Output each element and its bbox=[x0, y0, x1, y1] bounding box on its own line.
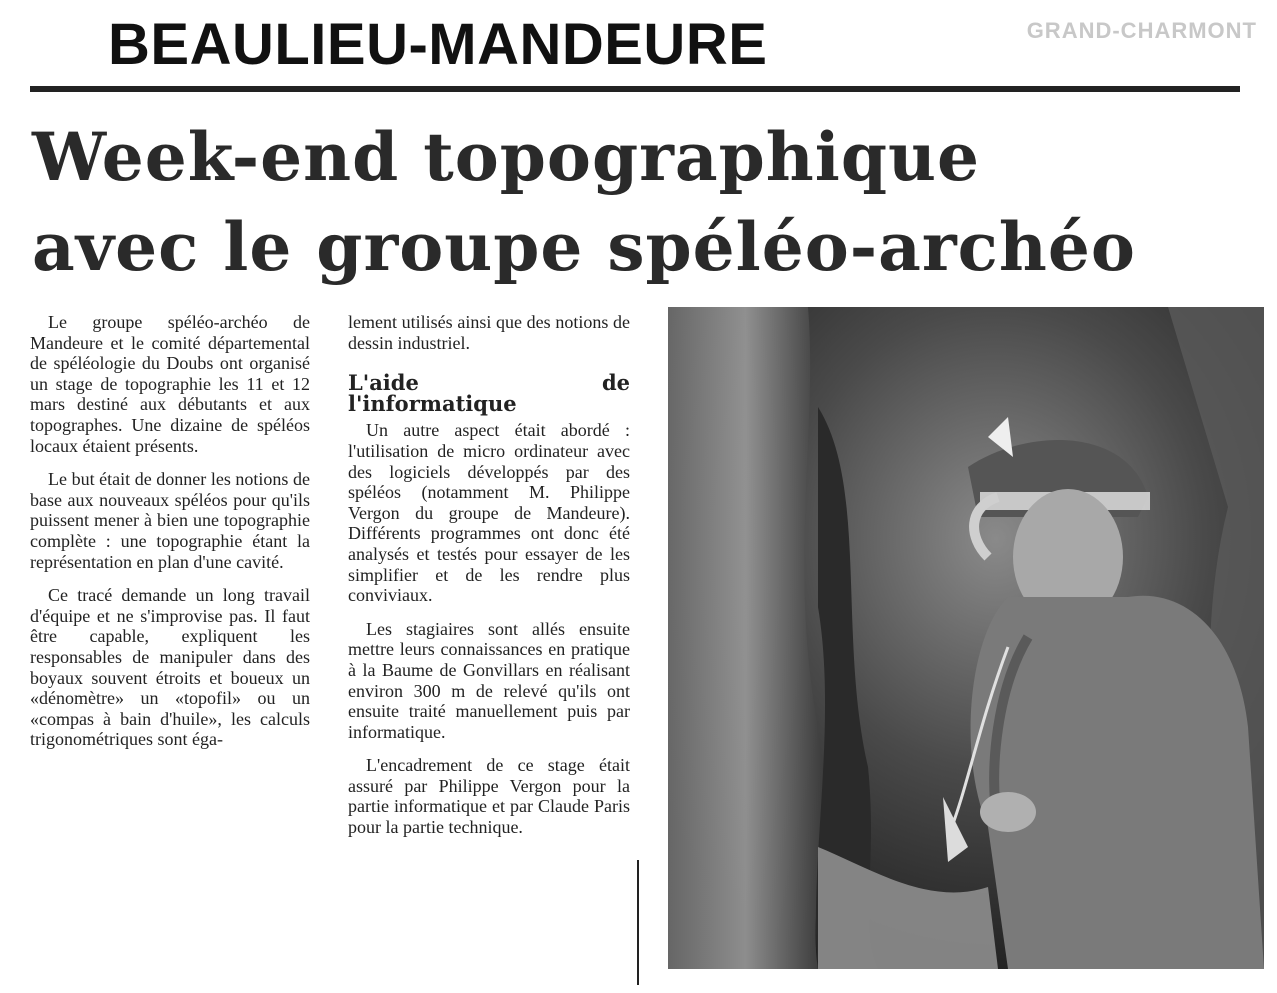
cave-photo-illustration bbox=[668, 307, 1264, 969]
paragraph: Le groupe spéléo-archéo de Mandeure et le comité départemental de spéléologie du Doubs ont organisé un stage de topographie les 11 et 12 mars destiné aux débutants et aux topographes. Une dizaine de spéléos locaux étaient présents. bbox=[30, 312, 310, 456]
subheading: L'aide de l'informatique bbox=[348, 370, 630, 416]
article-column-1 bbox=[30, 312, 310, 763]
paragraph: Le but était de donner les notions de base aux nouveaux spéléos pour qu'ils puissent mener à bien une topographie complète : une topographie étant la représentation en plan d'une cavité. bbox=[30, 469, 310, 572]
article-column-2 bbox=[348, 312, 630, 851]
paragraph: L'encadrement de ce stage était assuré par Philippe Vergon pour la partie informatique et par Claude Paris pour la partie technique. bbox=[348, 755, 630, 838]
column-rule bbox=[637, 860, 639, 985]
ghost-header: GRAND-CHARMONT bbox=[1026, 18, 1257, 43]
cave-photo bbox=[668, 307, 1264, 969]
paragraph: Ce tracé demande un long travail d'équipe et ne s'improvise pas. Il faut être capable, expliquent les responsables de manipuler dans des boyaux souvent étroits et boueux un «dénomètre» un «topofil» ou un «compas à bain d'huile», les calculs trigonométriques sont éga- bbox=[30, 585, 310, 750]
section-title: BEAULIEU-MANDEURE bbox=[108, 10, 781, 80]
headline-line-1: Week-end topographique bbox=[32, 118, 980, 196]
article-headline bbox=[32, 112, 1146, 292]
headline-line-2: avec le groupe spéléo-archéo bbox=[32, 208, 1136, 286]
paragraph: Un autre aspect était abordé : l'utilisation de micro ordinateur avec des logiciels développés par des spéléos (notamment M. Philippe Vergon du groupe de Mandeure). Différents programmes ont donc été analysés et testés pour essayer de les simplifier et de les rendre plus conviviaux. bbox=[348, 420, 630, 606]
paragraph: Les stagiaires sont allés ensuite mettre leurs connaissances en pratique à la Baume de Gonvillars en réalisant environ 300 m de relevé qu'ils ont ensuite traité manuellement puis par informatique. bbox=[348, 618, 630, 742]
paragraph-continued: lement utilisés ainsi que des notions de dessin industriel. bbox=[348, 312, 630, 353]
section-rule bbox=[30, 86, 1240, 92]
